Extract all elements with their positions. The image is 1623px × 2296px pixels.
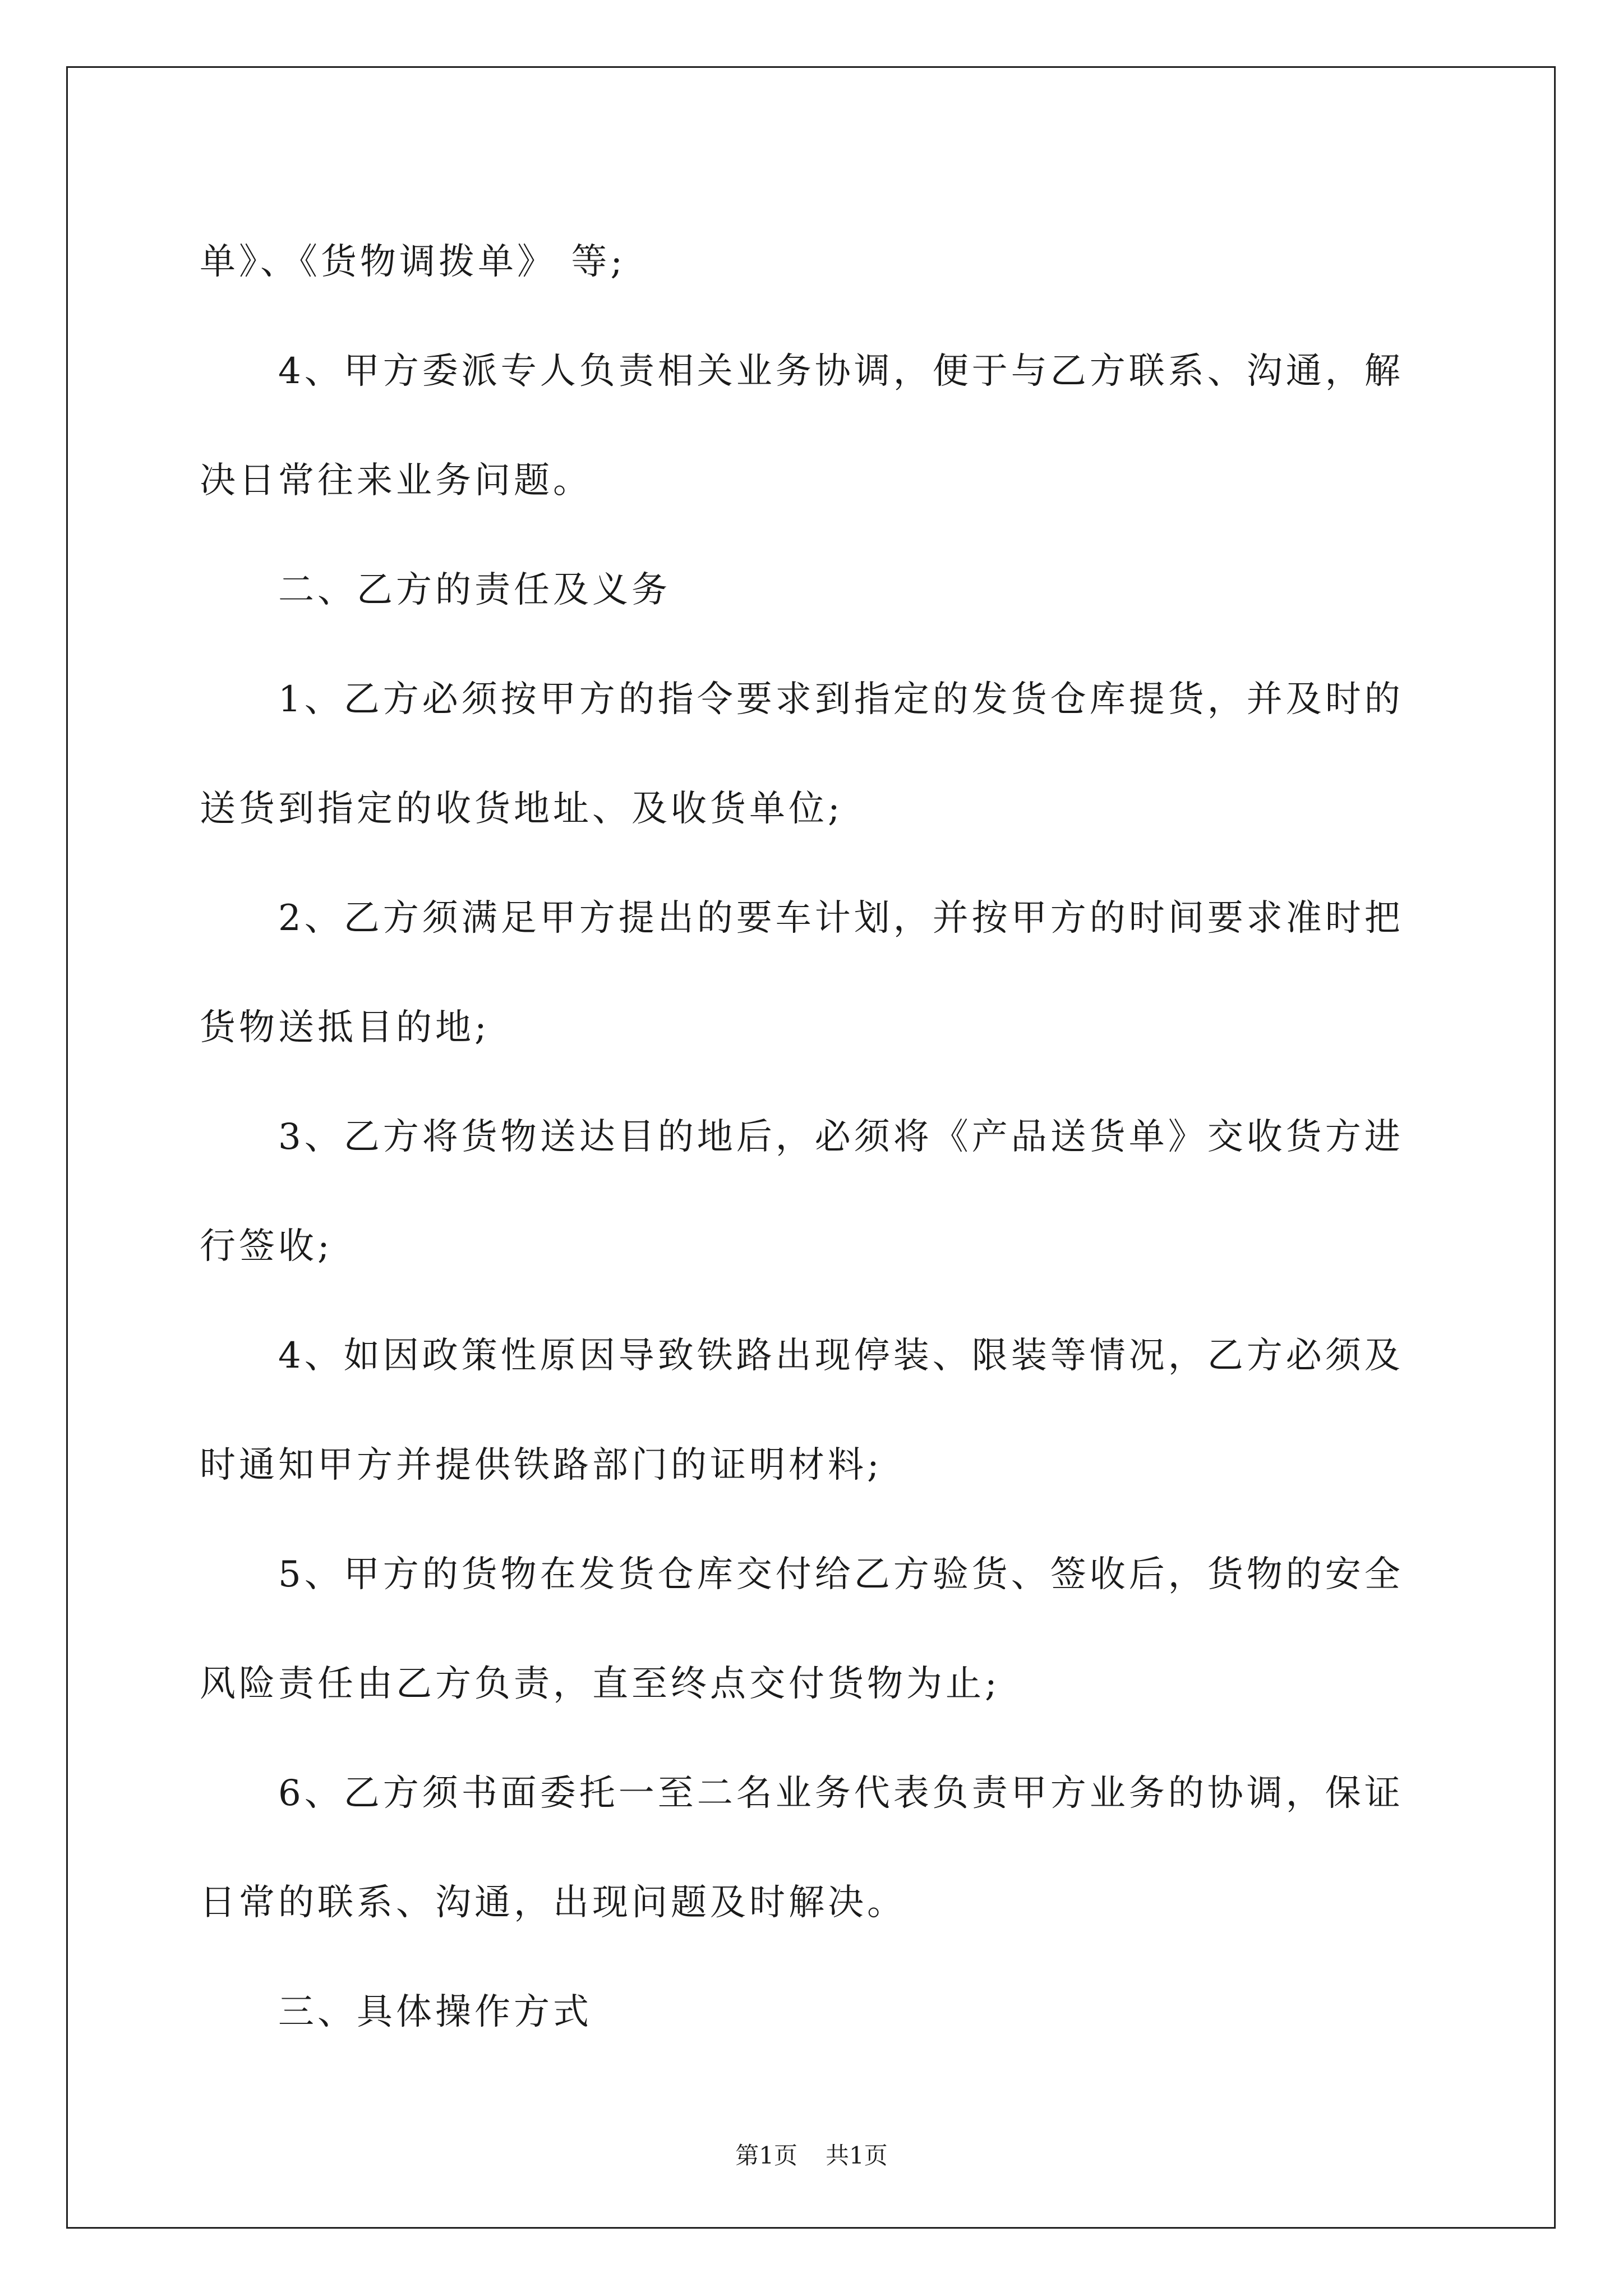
text-line: 单》、《货物调拨单》 等; bbox=[200, 241, 626, 283]
text-line: 日常的联系、沟通，出现问题及时解决。 bbox=[200, 1882, 906, 1924]
text-line: 2、乙方须满足甲方提出的要车计划，并按甲方的时间要求准时把 bbox=[278, 898, 1404, 939]
text-line: 4、如因政策性原因导致铁路出现停装、限装等情况，乙方必须及 bbox=[278, 1335, 1404, 1377]
page-footer bbox=[0, 2137, 1623, 2171]
text-line: 时通知甲方并提供铁路部门的证明材料; bbox=[200, 1444, 883, 1486]
page-number-current: 第1页 bbox=[735, 2142, 797, 2169]
section-heading: 二、乙方的责任及义务 bbox=[278, 569, 671, 611]
text-line: 货物送抵目的地; bbox=[200, 1007, 490, 1048]
text-line: 3、乙方将货物送达目的地后，必须将《产品送货单》交收货方进 bbox=[278, 1116, 1404, 1158]
section-heading: 三、具体操作方式 bbox=[278, 1991, 592, 2033]
text-line: 6、乙方须书面委托一至二名业务代表负责甲方业务的协调，保证 bbox=[278, 1773, 1404, 1814]
text-line: 行签收; bbox=[200, 1226, 333, 1267]
text-line: 1、乙方必须按甲方的指令要求到指定的发货仓库提货，并及时的 bbox=[278, 679, 1404, 720]
text-line: 风险责任由乙方负责，直至终点交付货物为止; bbox=[200, 1663, 1000, 1705]
text-line: 5、甲方的货物在发货仓库交付给乙方验货、签收后，货物的安全 bbox=[278, 1554, 1404, 1595]
text-line: 4、甲方委派专人负责相关业务协调，便于与乙方联系、沟通，解 bbox=[278, 351, 1404, 392]
text-line: 决日常往来业务问题。 bbox=[200, 460, 592, 501]
page-number-total: 共1页 bbox=[826, 2142, 888, 2169]
document-body bbox=[200, 208, 1433, 2067]
text-line: 送货到指定的收货地址、及收货单位; bbox=[200, 788, 843, 830]
